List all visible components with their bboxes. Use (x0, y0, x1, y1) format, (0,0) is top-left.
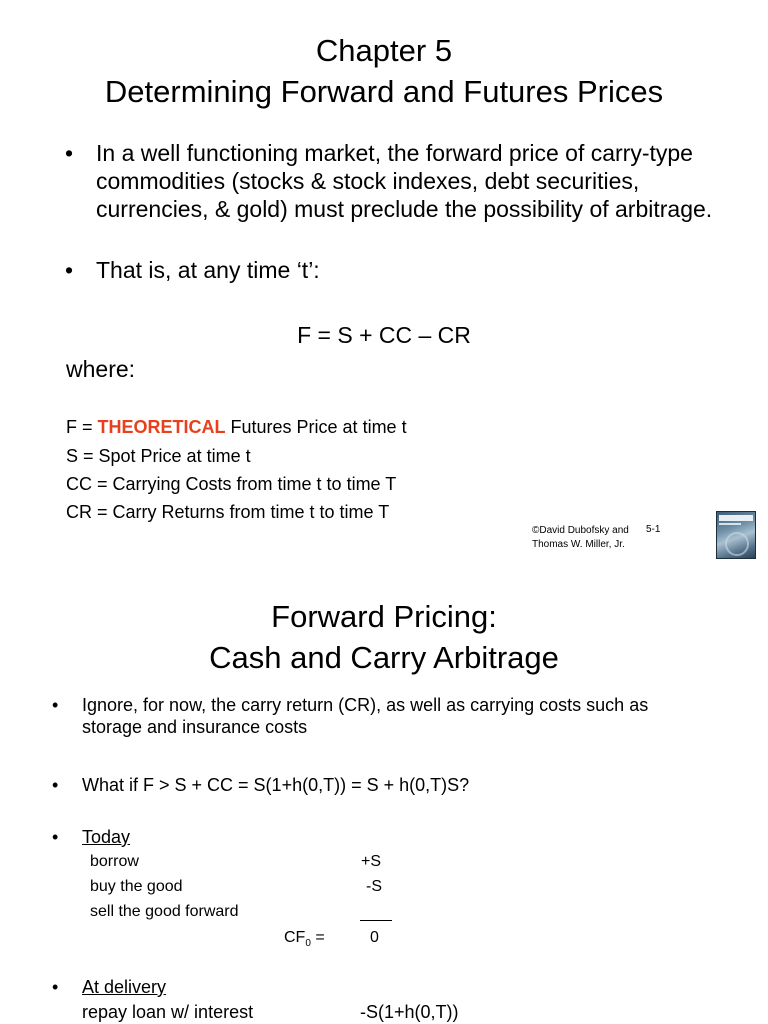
theoretical-highlight: THEORETICAL (97, 417, 226, 437)
today-item-sell-forward: sell the good forward (90, 903, 239, 920)
bullet-text: What if F > S + CC = S(1+h(0,T)) = S + h(0,T)S? (82, 775, 470, 795)
book-cover-icon (716, 511, 756, 559)
copyright-notice (532, 524, 629, 552)
delivery-amount-repay-loan: -S(1+h(0,T)) (360, 1002, 459, 1022)
slide-2 (0, 568, 768, 1024)
bullet-dot-icon: • (65, 257, 74, 283)
definition-f-suffix: Futures Price at time t (225, 417, 407, 437)
bullet-text: Ignore, for now, the carry return (CR), as well as carrying costs such as storage and insurance costs (82, 695, 649, 737)
today-amount-borrow: +S (361, 853, 382, 870)
bullet-dot-icon: • (52, 695, 59, 715)
today-amount-buy: -S (366, 878, 382, 895)
where-label: where: (66, 356, 136, 382)
slide-number: 5-1 (646, 524, 661, 535)
cf0-label (284, 929, 325, 949)
slide-1-bullet-2 (62, 256, 716, 284)
bullet-dot-icon: • (52, 827, 59, 847)
bullet-text: That is, at any time ‘t’: (96, 257, 320, 283)
delivery-item-repay-loan: repay loan w/ interest (82, 1002, 254, 1022)
today-item-buy: buy the good (90, 878, 183, 895)
definition-cc: CC = Carrying Costs from time t to time T (66, 474, 397, 494)
bullet-dot-icon: • (65, 140, 74, 166)
cf-subscript: 0 (305, 938, 311, 950)
sum-rule-line (360, 920, 392, 921)
cf-equals: = (310, 929, 325, 946)
today-label: Today (82, 827, 131, 847)
slide-1-bullet-1 (62, 139, 716, 223)
definition-cr: CR = Carry Returns from time t to time T (66, 502, 390, 522)
slide-2-bullet-2 (0, 774, 702, 796)
at-delivery-heading (0, 976, 702, 998)
cf-label-text: CF (284, 929, 306, 946)
slide-1-title-line-1: Chapter 5 (315, 33, 453, 68)
definition-f (66, 416, 407, 438)
definition-f-prefix: F = (66, 417, 98, 437)
cf0-value: 0 (370, 929, 379, 946)
forward-price-formula: F = S + CC – CR (297, 322, 471, 348)
slide-1-title-line-2: Determining Forward and Futures Prices (104, 74, 664, 109)
bullet-text: In a well functioning market, the forward price of carry-type commodities (stocks & stock indexes, debt securities, currencies, & gold) must preclude the possibility of arbitrage. (96, 140, 713, 222)
copyright-line-1: ©David Dubofsky and (532, 525, 629, 536)
slide-2-bullet-1 (0, 694, 702, 738)
at-delivery-label: At delivery (82, 977, 167, 997)
slide-2-title-line-2: Cash and Carry Arbitrage (209, 640, 559, 675)
today-item-borrow: borrow (90, 853, 139, 870)
copyright-line-2: Thomas W. Miller, Jr. (532, 539, 625, 550)
slide-2-title-line-1: Forward Pricing: (271, 599, 497, 634)
bullet-dot-icon: • (52, 775, 59, 795)
today-heading (0, 826, 702, 848)
definition-s: S = Spot Price at time t (66, 446, 251, 466)
bullet-dot-icon: • (52, 977, 59, 997)
